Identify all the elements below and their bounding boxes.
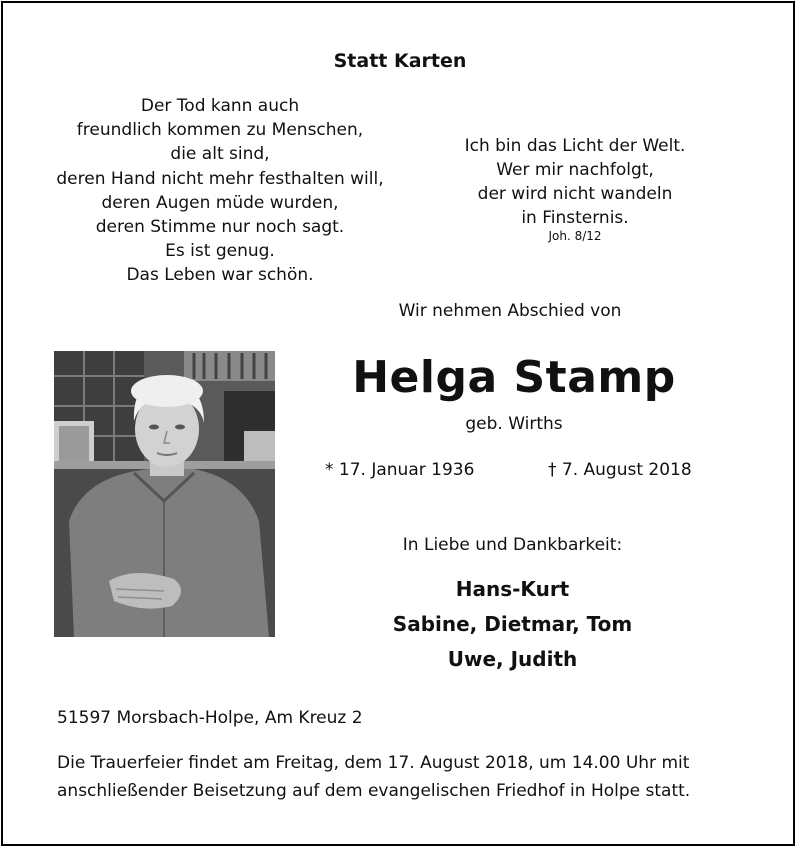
address-text: 51597 Morsbach-Holpe, Am Kreuz 2	[57, 708, 363, 728]
poem-line: Der Tod kann auch	[140, 96, 300, 116]
service-line: Die Trauerfeier findet am Freitag, dem 17. August 2018, um 14.00 Uhr mit	[57, 753, 690, 773]
verse-line: der wird nicht wandeln	[477, 184, 673, 204]
mourner-line: Hans-Kurt	[455, 577, 570, 601]
verse-reference: Joh. 8/12	[548, 229, 602, 243]
portrait-photo	[54, 351, 275, 637]
service-line: anschließender Beisetzung auf dem evangelischen Friedhof in Holpe statt.	[57, 781, 691, 801]
poem-line: deren Hand nicht mehr festhalten will,	[56, 168, 384, 189]
verse-line: in Finsternis.	[521, 208, 629, 228]
poem-line: freundlich kommen zu Menschen,	[76, 120, 364, 141]
service-info	[57, 749, 757, 805]
maiden-name: geb. Wirths	[465, 414, 563, 434]
header-title: Statt Karten	[333, 50, 467, 72]
farewell-text: Wir nehmen Abschied von	[398, 301, 622, 321]
poem-line: die alt sind,	[170, 144, 270, 165]
poem-left	[30, 94, 410, 288]
deceased-name: Helga Stamp	[352, 352, 676, 403]
poem-line: deren Augen müde wurden,	[101, 192, 339, 213]
mourner-line: Sabine, Dietmar, Tom	[392, 612, 633, 636]
death-date: † 7. August 2018	[548, 460, 692, 480]
mourner-line: Uwe, Judith	[447, 647, 578, 671]
poem-right	[420, 134, 730, 230]
birth-date: * 17. Januar 1936	[325, 460, 475, 480]
dedication-text: In Liebe und Dankbarkeit:	[402, 535, 623, 555]
poem-line: Das Leben war schön.	[126, 265, 314, 286]
verse-line: Ich bin das Licht der Welt.	[464, 136, 686, 156]
poem-line: Es ist genug.	[165, 241, 275, 262]
verse-line: Wer mir nachfolgt,	[496, 160, 654, 180]
poem-line: deren Stimme nur noch sagt.	[95, 217, 345, 238]
mourners-list	[340, 572, 685, 677]
